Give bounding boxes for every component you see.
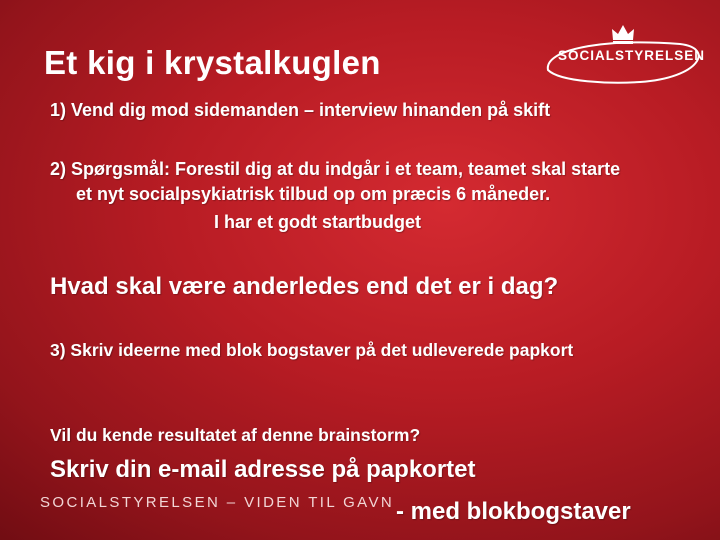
main-question: Hvad skal være anderledes end det er i dag? bbox=[50, 273, 559, 300]
instruction-3: 3) Skriv ideerne med blok bogstaver på det udleverede papkort bbox=[50, 340, 574, 360]
instruction-1: 1) Vend dig mod sidemanden – interview hinanden på skift bbox=[50, 100, 551, 120]
instruction-2-line-2: et nyt socialpsykiatrisk tilbud op om præcis 6 måneder. bbox=[76, 184, 551, 204]
email-instruction: Skriv din e-mail adresse på papkortet bbox=[50, 456, 476, 483]
instruction-2-line-3: I har et godt startbudget bbox=[214, 212, 421, 232]
blockletters-note: - med blokbogstaver bbox=[396, 498, 631, 525]
footer-tagline: SOCIALSTYRELSEN – VIDEN TIL GAVN bbox=[40, 494, 395, 511]
brainstorm-question: Vil du kende resultatet af denne brainstorm? bbox=[50, 425, 421, 445]
instruction-2-line-1: 2) Spørgsmål: Forestil dig at du indgår i et team, teamet skal starte bbox=[50, 159, 621, 179]
crown-icon bbox=[610, 22, 636, 46]
socialstyrelsen-logo bbox=[540, 20, 705, 92]
slide-title: Et kig i krystalkuglen bbox=[44, 44, 381, 81]
logo-text: SOCIALSTYRELSEN bbox=[558, 48, 706, 63]
